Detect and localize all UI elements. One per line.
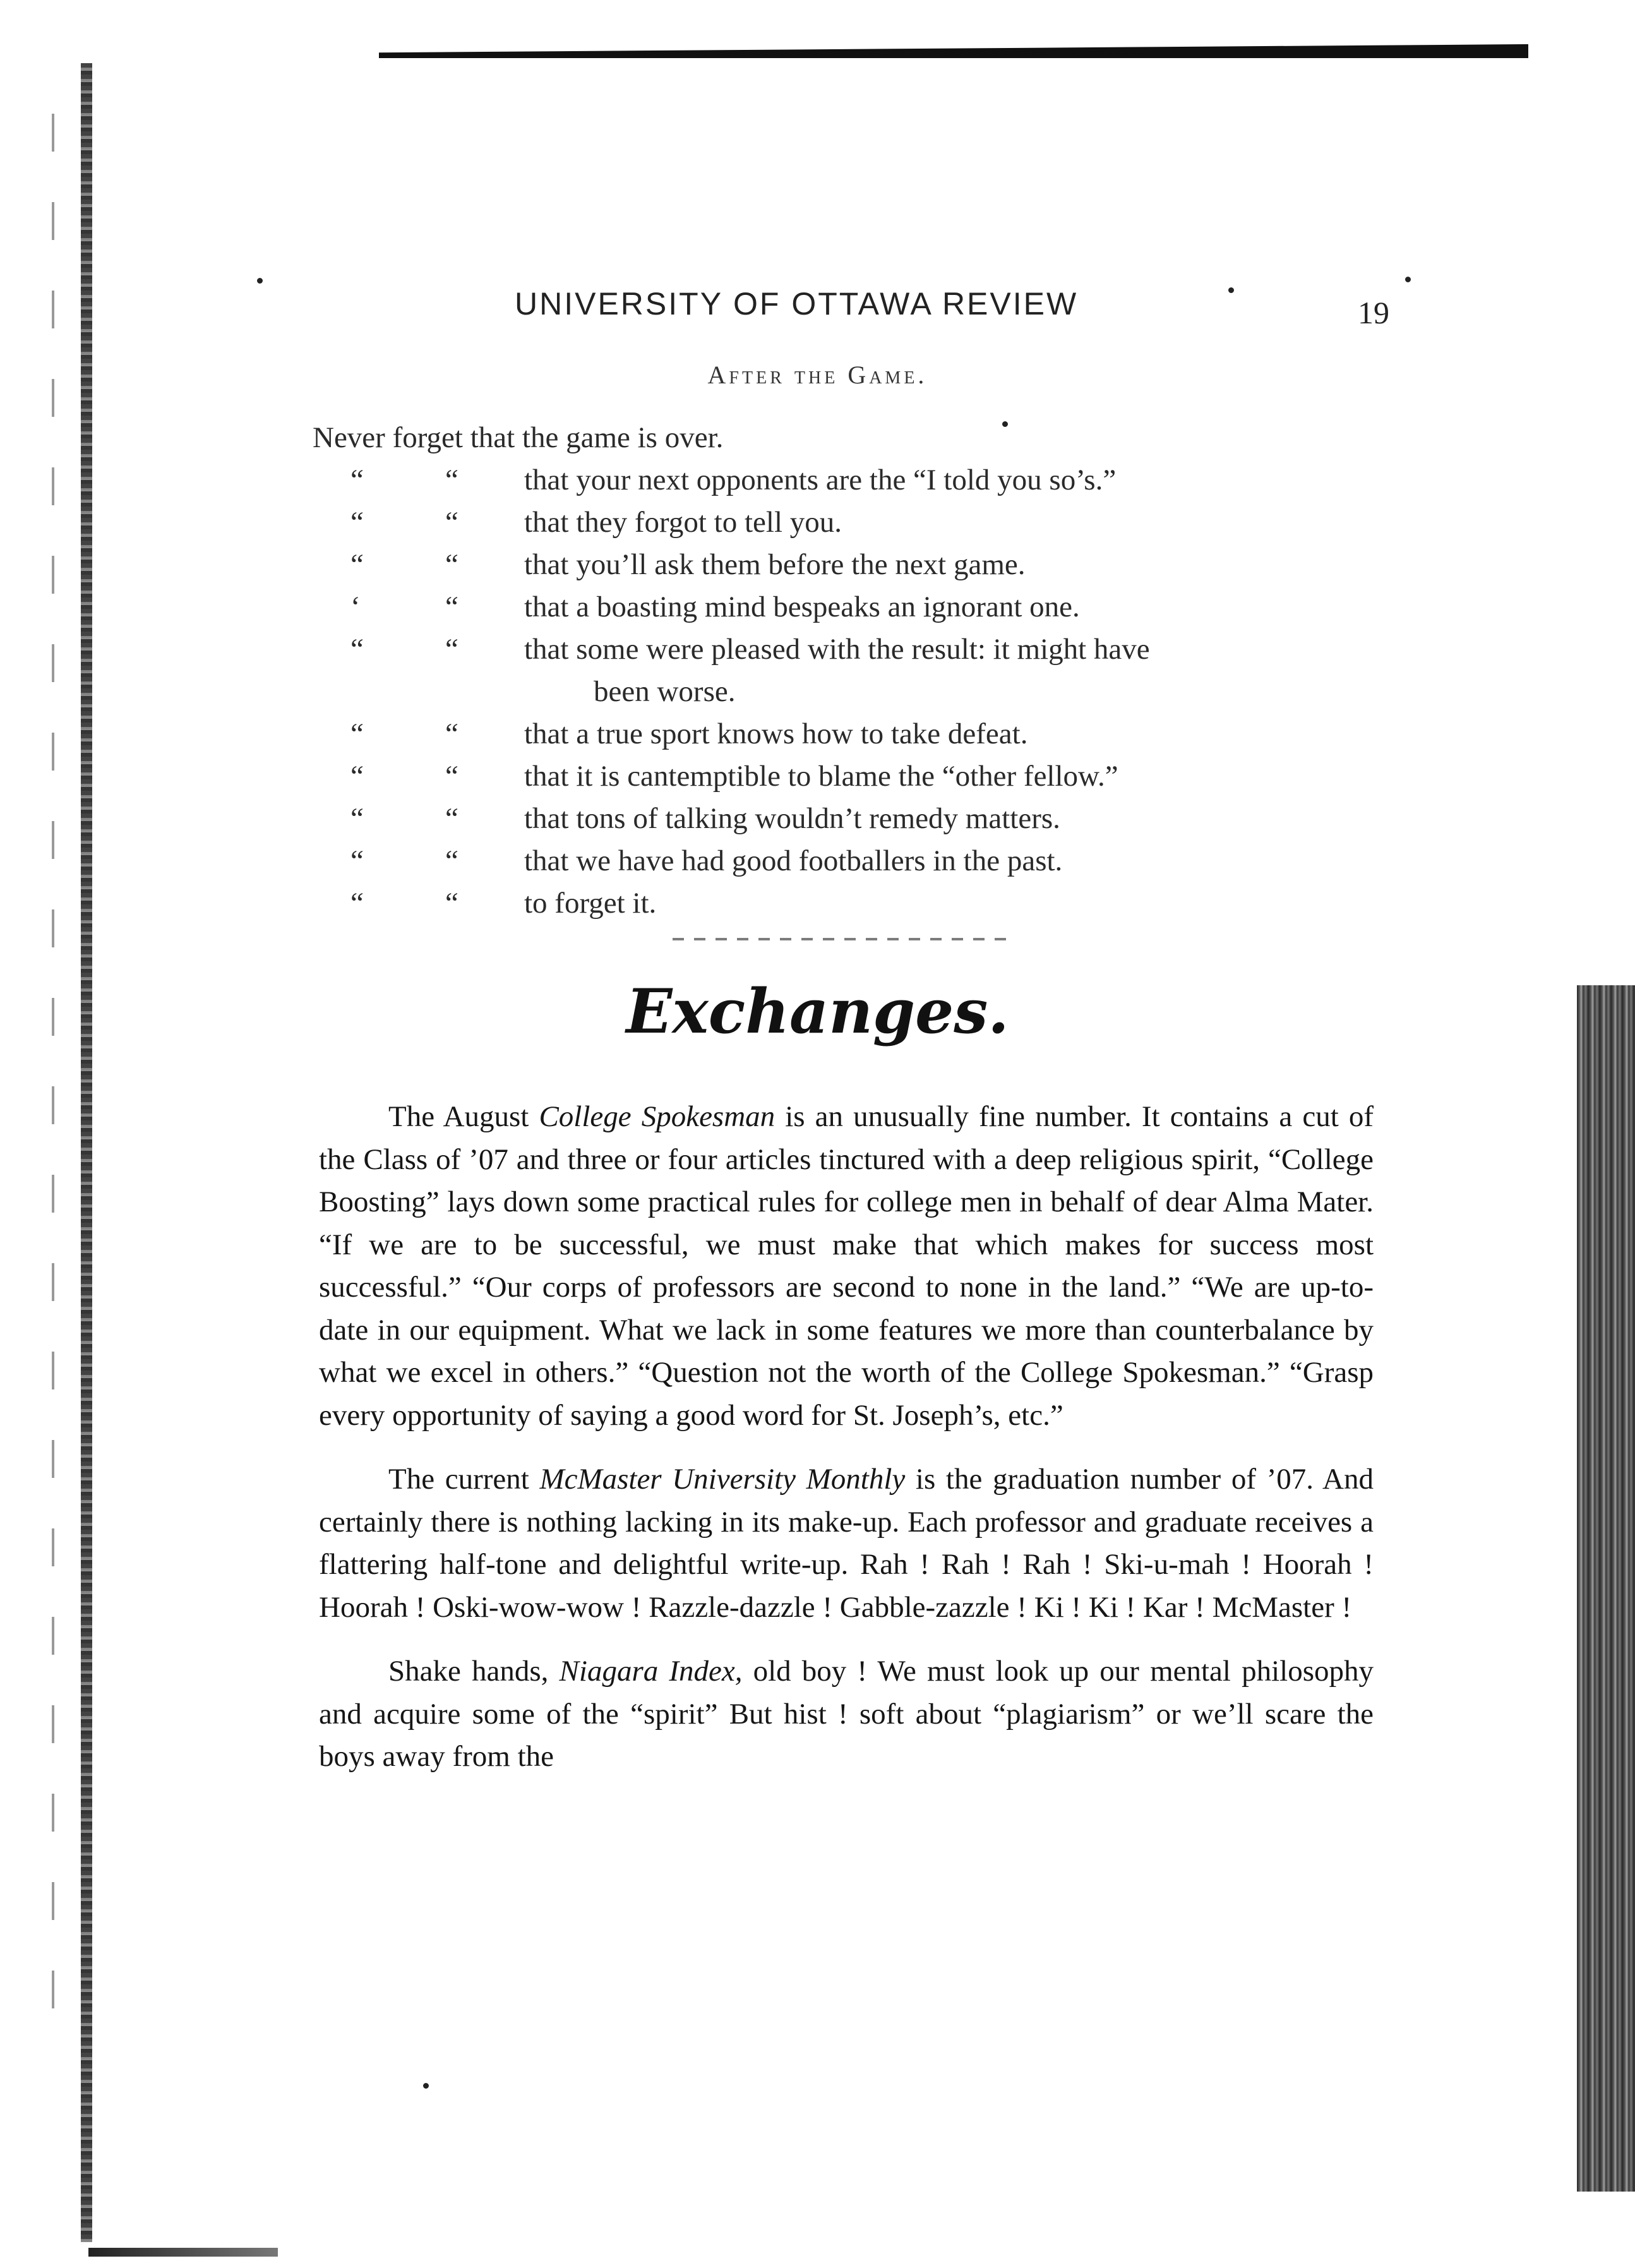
poem-line-text: that they forgot to tell you. <box>524 506 842 539</box>
poem-line-text: that tons of talking wouldn’t remedy matters. <box>524 802 1060 835</box>
ditto-mark: “ <box>350 844 364 877</box>
ditto-mark: “ <box>350 717 364 750</box>
ditto-mark: “ <box>445 717 458 750</box>
paragraph-text: is an unusually fine number. It contains a cut of the Class of ’07 and three or four articles tinctured with a deep religious spirit, “College Boosting” lays down some practical rules for college men in behalf of dear Alma Mater. “If we are to be successful, we must make that which makes for success most successful.” “Our corps of professors are second to none in the land.” “We are up-to-date in our equipment. What we lack in some features we more than counterbalance by what we excel in others.” “Question not the worth of the College Spokesman.” “Grasp every opportunity of saying a good word for St. Joseph’s, etc.” <box>319 1100 1374 1432</box>
running-head <box>316 285 1415 336</box>
poem-line-text: that a boasting mind bespeaks an ignorant one. <box>524 591 1080 623</box>
poem-line <box>313 544 1449 586</box>
scan-speck <box>1405 277 1411 282</box>
poem-line-text: that some were pleased with the result: it might have <box>524 633 1150 666</box>
poem-title: After the Game. <box>707 361 928 389</box>
page-number: 19 <box>1358 295 1389 330</box>
ditto-mark: “ <box>350 887 364 920</box>
section-heading: Exchanges. <box>626 976 1009 1047</box>
paragraph-text: is the graduation number of ’07. And certainly there is nothing lacking in its make-up. Each professor and graduate receives a flattering half-tone and delightful write-up. Rah ! Rah ! Rah ! Ski-u-mah ! Hoorah ! Hoorah ! Oski-wow-wow ! Razzle-dazzle ! Gabble-zazzle ! Ki ! Ki ! Kar ! McMaster ! <box>319 1463 1374 1624</box>
ditto-mark: “ <box>445 760 458 793</box>
ditto-mark: “ <box>445 844 458 877</box>
poem-line <box>313 417 1449 459</box>
ditto-mark: “ <box>350 760 364 793</box>
poem-line-text: Never forget that the game is over. <box>313 421 724 454</box>
ditto-mark: “ <box>445 464 458 496</box>
scan-shadow-right <box>1577 985 1635 2192</box>
ditto-mark: “ <box>350 464 364 496</box>
poem-line-text: that we have had good footballers in the past. <box>524 844 1063 877</box>
ditto-mark: “ <box>350 548 364 581</box>
poem-line <box>313 628 1449 671</box>
poem-line <box>313 671 1449 713</box>
scan-edge-marks-left <box>52 114 54 2008</box>
poem-line-text: that your next opponents are the “I told you so’s.” <box>524 464 1117 496</box>
scan-shadow-bottom <box>88 2248 278 2257</box>
publication-title: McMaster University Monthly <box>539 1463 906 1496</box>
ditto-mark: “ <box>350 506 364 539</box>
paragraph-text: Shake hands, <box>388 1655 560 1688</box>
poem-line <box>313 459 1449 501</box>
ditto-mark: “ <box>445 887 458 920</box>
section-divider <box>673 938 1014 940</box>
paragraph <box>319 1458 1374 1629</box>
ditto-mark: ‘ <box>350 591 361 623</box>
poem-line <box>313 586 1449 628</box>
scan-speck <box>257 278 263 284</box>
paragraph <box>319 1096 1374 1437</box>
poem-line-text: to forget it. <box>524 887 657 920</box>
paragraph-text: old boy ! We must look up our mental philosophy and acquire some of the “spirit” But hist ! soft about “plagiarism” or we’ll scare the boys away from the <box>319 1655 1374 1773</box>
paragraph-text: The August <box>388 1100 539 1133</box>
ditto-mark: “ <box>445 506 458 539</box>
exchanges-body <box>319 1096 1374 1800</box>
ditto-mark: “ <box>445 591 458 623</box>
publication-title: Niagara Index, <box>559 1655 743 1688</box>
poem-line-text: that you’ll ask them before the next game. <box>524 548 1026 581</box>
scan-shadow-top <box>379 44 1528 58</box>
journal-title: UNIVERSITY OF OTTAWA REVIEW <box>515 286 1079 321</box>
publication-title: College Spokesman <box>539 1100 776 1133</box>
poem-line <box>313 501 1449 544</box>
poem-line-text: been worse. <box>594 675 736 708</box>
ditto-mark: “ <box>350 802 364 835</box>
paragraph-text: The current <box>388 1463 540 1496</box>
scan-speck <box>423 2083 429 2089</box>
poem <box>313 417 1449 925</box>
poem-line <box>313 713 1449 755</box>
poem-line-text: that a true sport knows how to take defeat. <box>524 717 1028 750</box>
poem-line <box>313 840 1449 882</box>
poem-line <box>313 798 1449 840</box>
ditto-mark: “ <box>445 802 458 835</box>
poem-line-text: that it is cantemptible to blame the “other fellow.” <box>524 760 1118 793</box>
scan-binding-edge-left <box>81 63 92 2242</box>
poem-line <box>313 882 1449 925</box>
ditto-mark: “ <box>445 548 458 581</box>
ditto-mark: “ <box>445 633 458 666</box>
poem-line <box>313 755 1449 798</box>
paragraph <box>319 1650 1374 1779</box>
ditto-mark: “ <box>350 633 364 666</box>
